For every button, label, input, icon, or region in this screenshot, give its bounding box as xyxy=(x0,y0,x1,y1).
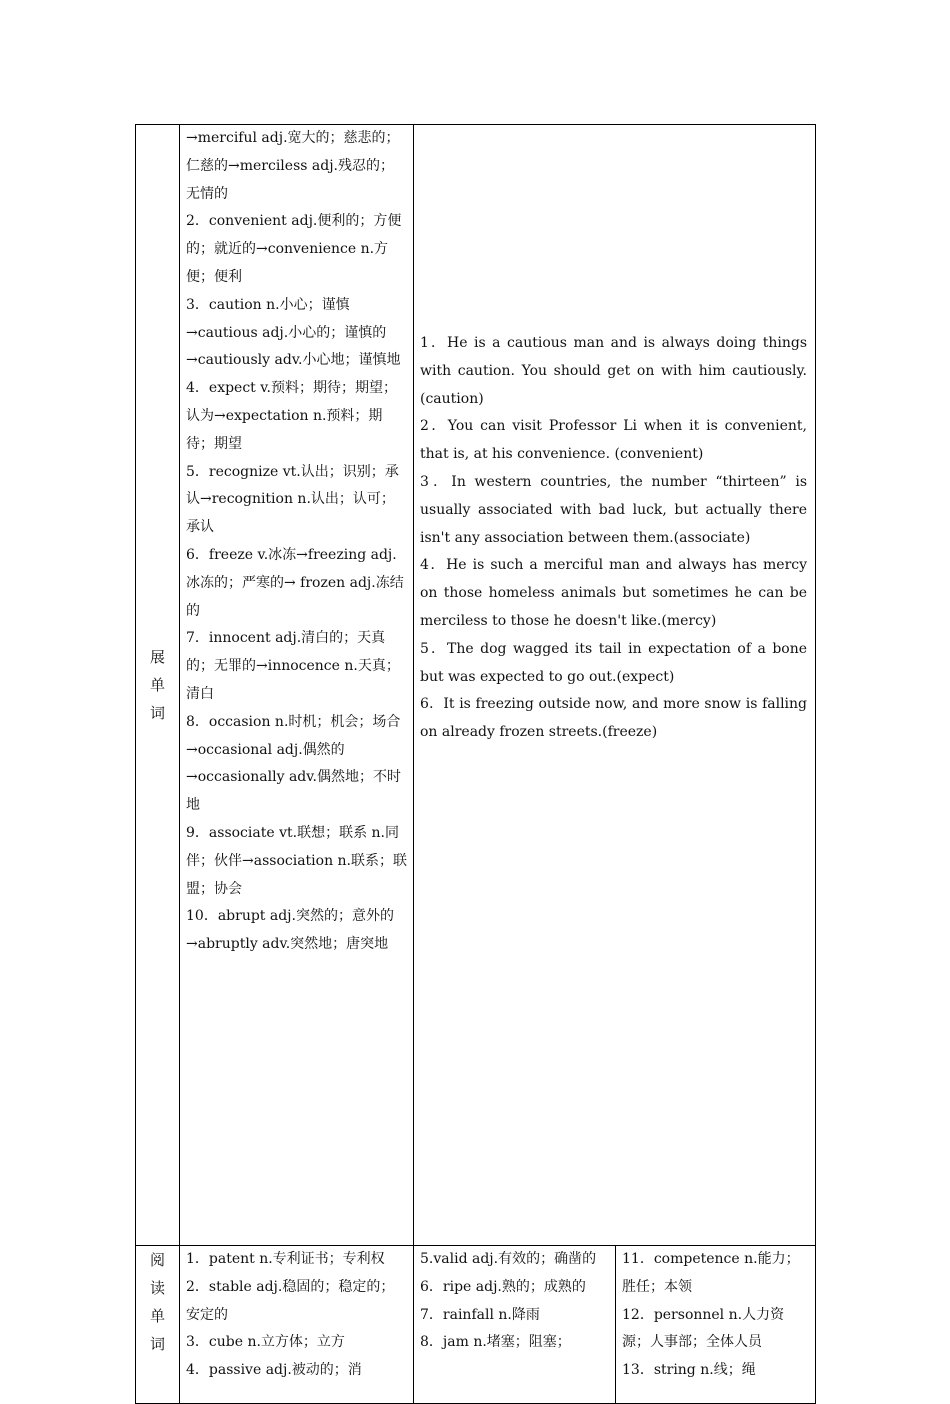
word-entry: 5．recognize vt.认出；识别；承认→recognition n.认出；认可；承认 xyxy=(186,463,399,536)
word-entry: 9．associate vt.联想；联系 n.同伴；伙伴→association n.联系；联盟；协会 xyxy=(186,824,408,897)
example-sentences xyxy=(414,125,816,1246)
category-char: 阅 xyxy=(149,1251,165,1269)
word-entry: 10．abrupt adj.突然的；意外的→abruptly adv.突然地；唐突地 xyxy=(186,908,394,953)
vocabulary-table-wrapper xyxy=(135,124,815,1379)
example-sentence: 1．He is a cautious man and is always doing things with caution. You should get on with him cautiously. (caution) xyxy=(420,335,808,407)
category-char: 读 xyxy=(149,1279,165,1297)
word-entry: →merciful adj.宽大的；慈悲的；仁慈的→merciless adj.残忍的；无情的 xyxy=(186,130,400,202)
reading-words-col1 xyxy=(180,1246,414,1404)
reading-row xyxy=(136,1246,816,1404)
reading-word: 7．rainfall n.降雨 xyxy=(420,1306,540,1323)
category-reading xyxy=(136,1246,180,1404)
reading-word: 6．ripe adj.熟的；成熟的 xyxy=(420,1278,586,1295)
word-entry: 4．expect v.预料；期待；期望；认为→expectation n.预料；期待；期望 xyxy=(186,380,397,452)
example-sentence: 4．He is such a merciful man and always has mercy on those homeless animals but sometimes he can be merciless to those he doesn't like.(mercy) xyxy=(420,557,808,629)
reading-word: 3．cube n.立方体；立方 xyxy=(186,1334,345,1351)
word-entry: 3．caution n.小心；谨慎→cautious adj.小心的；谨慎的→cautiously adv.小心地；谨慎地 xyxy=(186,296,401,369)
reading-word: 8．jam n.堵塞；阻塞； xyxy=(420,1334,571,1351)
reading-word: 12．personnel n.人力资源；人事部；全体人员 xyxy=(622,1306,785,1351)
reading-word: 4．passive adj.被动的；消 xyxy=(186,1362,362,1379)
category-char: 展 xyxy=(149,648,165,666)
category-char: 单 xyxy=(149,1307,165,1325)
example-sentence: 6．It is freezing outside now, and more snow is falling on already frozen streets.(freeze) xyxy=(420,696,808,741)
reading-words-col3 xyxy=(616,1246,816,1404)
word-family-list xyxy=(180,125,414,1246)
category-char: 词 xyxy=(149,704,165,722)
category-char: 词 xyxy=(149,1335,165,1353)
category-expansion xyxy=(136,125,180,1246)
example-sentence: 5．The dog wagged its tail in expectation of a bone but was expected to go out.(expect) xyxy=(420,640,808,685)
reading-words-col2 xyxy=(414,1246,616,1404)
category-char: 单 xyxy=(149,676,165,694)
expansion-row xyxy=(136,125,816,1246)
word-entry: 2．convenient adj.便利的；方便的；就近的→convenience n.方便；便利 xyxy=(186,213,402,285)
reading-word: 2．stable adj.稳固的；稳定的；安定的 xyxy=(186,1278,395,1323)
reading-word: 11．competence n.能力；胜任；本领 xyxy=(622,1251,800,1295)
example-sentence: 2．You can visit Professor Li when it is convenient, that is, at his convenience. (convenient) xyxy=(420,418,808,463)
reading-word: 5.valid adj.有效的；确凿的 xyxy=(420,1251,597,1267)
vocabulary-table xyxy=(135,124,816,1404)
word-entry: 7．innocent adj.清白的；天真的；无罪的→innocence n.天真；清白 xyxy=(186,630,400,702)
word-entry: 8．occasion n.时机；机会；场合→occasional adj.偶然的→occasionally adv.偶然地；不时地 xyxy=(186,713,401,814)
word-entry: 6．freeze v.冰冻→freezing adj.冰冻的；严寒的→ frozen adj.冻结的 xyxy=(186,546,404,619)
reading-word: 1．patent n.专利证书；专利权 xyxy=(186,1251,385,1267)
example-sentence: 3．In western countries, the number “thirteen” is usually associated with bad luck, but actually there isn't any association between them.(associate) xyxy=(420,473,808,546)
reading-word: 13．string n.线；绳 xyxy=(622,1362,756,1379)
